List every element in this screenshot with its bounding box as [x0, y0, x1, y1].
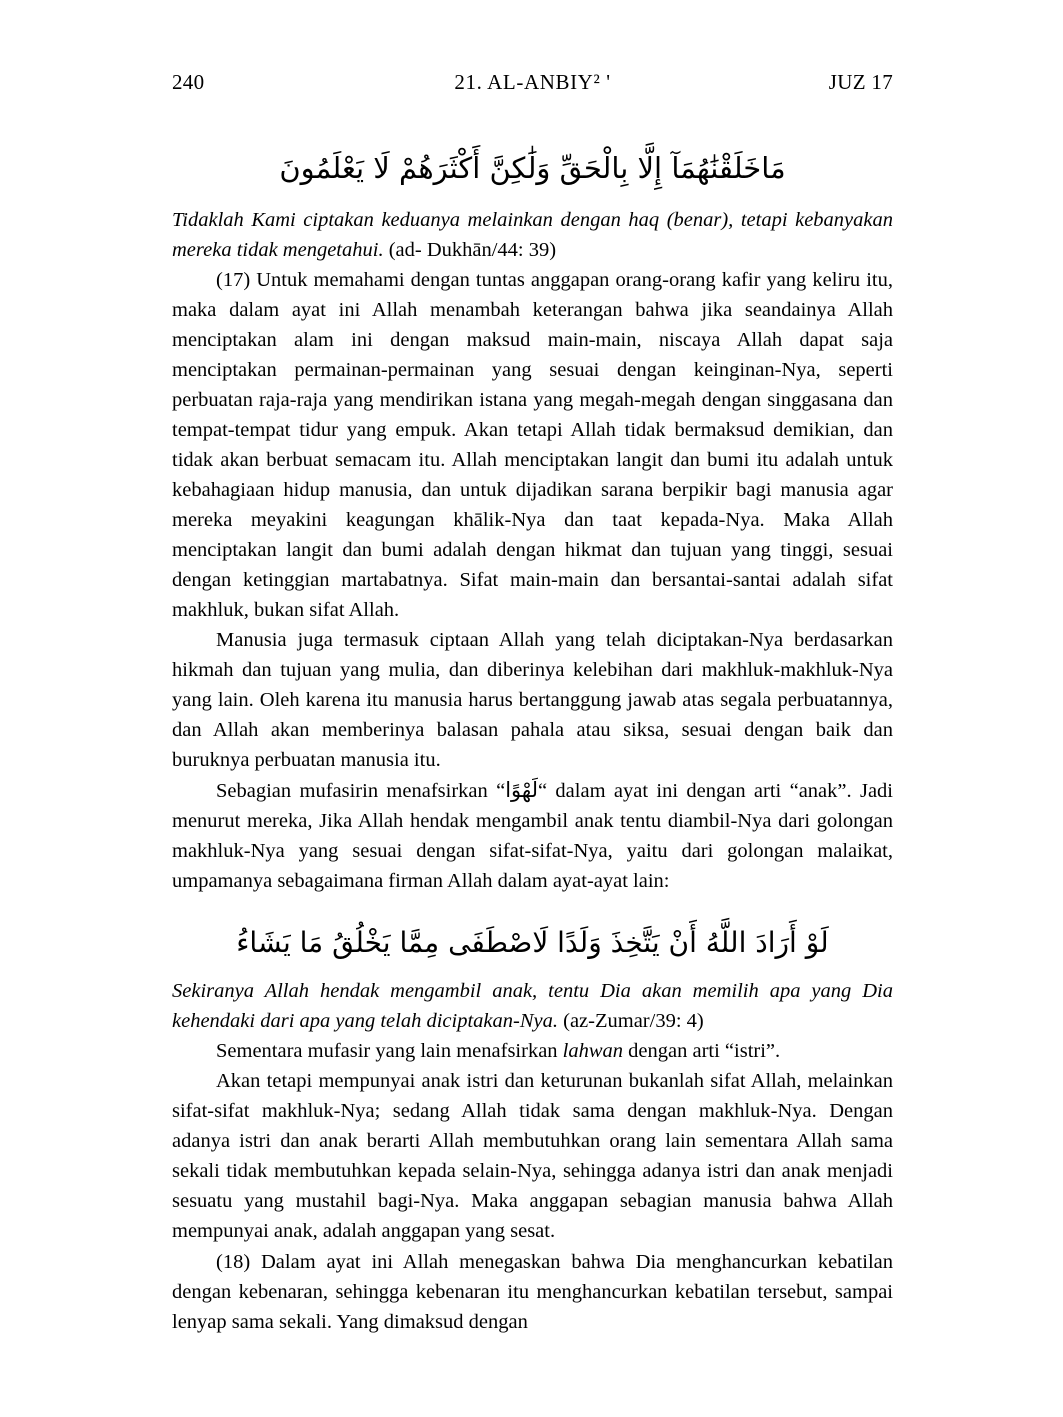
verse-translation-1-text: Tidaklah Kami ciptakan keduanya melainkan dengan haq (benar), tetapi kebanyakan mereka tidak mengetahui.	[172, 208, 893, 261]
verse-translation-1-reference: (ad- Dukhān/44: 39)	[388, 238, 557, 261]
paragraph-manusia: Manusia juga termasuk ciptaan Allah yang telah diciptakan-Nya berdasarkan hikmah dan tujuan yang mulia, dan diberinya kelebihan dari makhluk-makhluk-Nya yang lain. Oleh karena itu manusia harus bertanggung jawab atas segala perbuatannya, dan Allah akan memberinya balasan pahala atau siksa, sesuai dengan baik dan buruknya perbuatan manusia itu.	[172, 628, 893, 772]
quran-verse-arabic-2: لَوْ أَرَادَ اللَّهُ أَنْ يَتَّخِذَ وَلَدًا لَاصْطَفَى مِمَّا يَخْلُقُ مَا يَشَاءُ	[236, 926, 829, 960]
page-number: 240	[172, 70, 205, 94]
paragraph-sebagian-part-b: “ dalam ayat ini dengan arti “anak”. Jadi menurut mereka, Jika Allah hendak mengambil anak tentu diambil-Nya dari golongan makhluk-Nya yang sesuai dengan sifat-sifat-Nya, yaitu dari golongan malaikat, umpamanya sebagaimana firman Allah dalam ayat-ayat lain:	[172, 780, 893, 893]
paragraph-akan-tetapi: Akan tetapi mempunyai anak istri dan keturunan bukanlah sifat Allah, melainkan sifat-sifat makhluk-Nya; sedang Allah tidak sama dengan makhluk-Nya. Dengan adanya istri dan anak berarti Allah membutuhkan orang lain sementara Allah sama sekali tidak membutuhkan kepada selain-Nya, sehingga adanya istri dan anak menjadi sesuatu yang mustahil bagi-Nya. Maka anggapan sebagian manusia bahwa Allah mempunyai anak, adalah anggapan yang sesat.	[172, 1070, 893, 1243]
surah-title: 21. AL-ANBIY² '	[454, 70, 611, 94]
paragraph-sementara-part-b: dengan arti “istri”.	[623, 1040, 781, 1063]
paragraph-sebagian-mufasirin	[172, 775, 893, 896]
quran-verse-arabic-1: مَاخَلَقْنَٰهُمَآ إِلَّا بِالْحَقِّ وَلَٰكِنَّ أَكْثَرَهُمْ لَا يَعْلَمُونَ	[279, 151, 786, 185]
verse-translation-1	[172, 205, 893, 265]
paragraph-sebagian-part-a: Sebagian mufasirin menafsirkan “	[216, 780, 506, 803]
term-lahwan: lahwan	[562, 1040, 624, 1063]
paragraph-18: (18) Dalam ayat ini Allah menegaskan bahwa Dia menghancurkan kebatilan dengan kebenaran, sehingga kebenaran itu menghancurkan kebatilan tersebut, sampai lenyap sama sekali. Yang dimaksud dengan	[172, 1250, 893, 1333]
juz-label: JUZ 17	[828, 70, 893, 94]
verse-translation-2-text: Sekiranya Allah hendak mengambil anak, tentu Dia akan memilih apa yang Dia kehendaki dari apa yang telah diciptakan-Nya.	[172, 980, 893, 1033]
verse-translation-2-reference: (az-Zumar/39: 4)	[563, 1010, 704, 1033]
inline-arabic-lahwan: لَهْوًا	[505, 778, 538, 803]
verse-translation-2	[172, 976, 893, 1036]
paragraph-sementara-part-a: Sementara mufasir yang lain menafsirkan	[216, 1040, 563, 1063]
paragraph-17: (17) Untuk memahami dengan tuntas anggapan orang-orang kafir yang keliru itu, maka dalam ayat ini Allah menambah keterangan bahwa jika seandainya Allah menciptakan alam ini dengan maksud main-main, niscaya Allah dapat saja menciptakan permainan-permainan yang sesuai dengan keinginan-Nya, seperti perbuatan raja-raja yang mendirikan istana yang megah-megah dengan singgasana dan tempat-tempat tidur yang empuk. Akan tetapi Allah tidak bermaksud demikian, dan tidak akan berbuat semacam itu. Allah menciptakan langit dan bumi itu adalah untuk kebahagiaan hidup manusia, dan untuk dijadikan sarana berpikir bagi manusia agar mereka meyakini keagungan khālik-Nya dan taat kepada-Nya. Maka Allah menciptakan langit dan bumi adalah dengan hikmat dan tujuan yang tinggi, sesuai dengan ketinggian martabatnya. Sifat main-main dan bersantai-santai adalah sifat makhluk, bukan sifat Allah.	[172, 268, 893, 621]
paragraph-sementara-mufasir	[172, 1036, 893, 1066]
page-header	[172, 70, 893, 95]
